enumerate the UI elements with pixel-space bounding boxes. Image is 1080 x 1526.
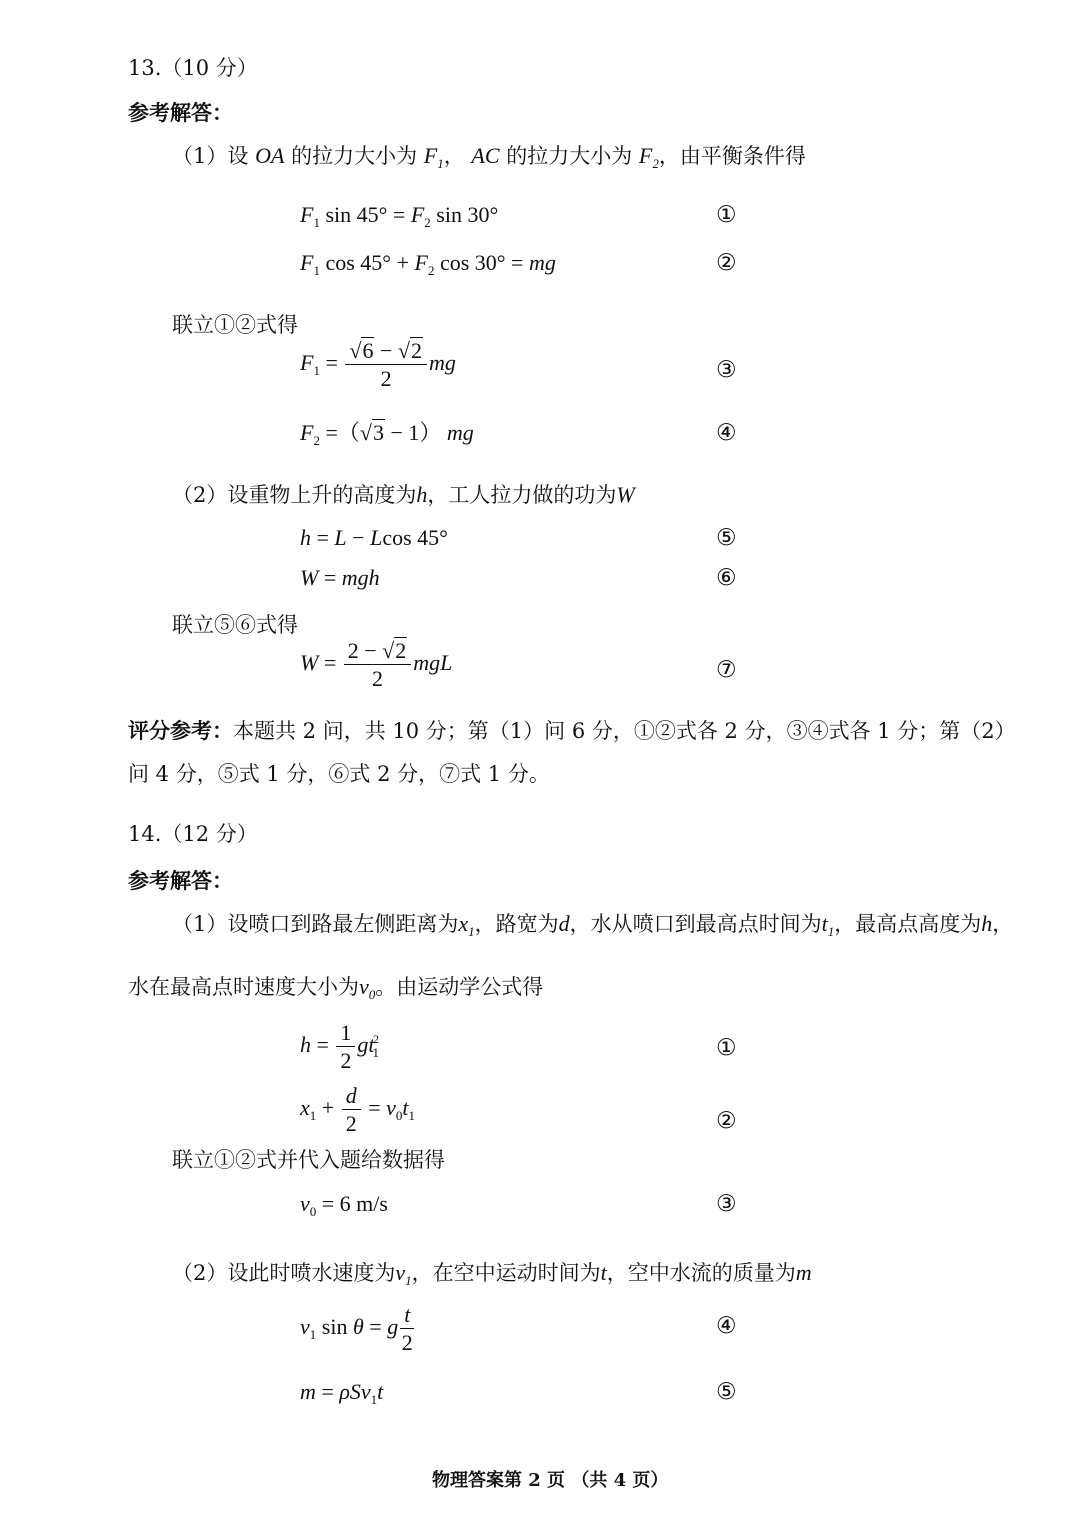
q14-eq5-tag: ⑤	[716, 1379, 737, 1405]
q14-eq5: m = ρSv$_1$t	[300, 1379, 384, 1407]
q13-eq4: $F_2 =(√3 - 1)$ mg	[300, 420, 474, 448]
q14-eq3-tag: ③	[716, 1191, 737, 1217]
q13-combine12: 联立①②式得	[172, 313, 298, 337]
q14-eq4: $v_1$ sin θ = g $\frac{t}{2}$	[300, 1302, 413, 1355]
q13-eq1: $F_1$ $\sin 45^\circ = F_2$ sin 30°	[300, 202, 499, 230]
q13-eq3: $F_1$ = $\frac{√6 - √2}{2}$ mg	[300, 338, 456, 391]
score-label: 评分参考：	[128, 718, 233, 743]
q14-ref-label: 参考解答：	[128, 868, 233, 893]
q13-eq3-tag: ③	[716, 357, 737, 383]
q14-part1-line2: 水在最高点时速度大小为$v_0$。由运动学公式得	[128, 974, 544, 1002]
q13-eq7: W = $\frac{2 - √2}{2}$ mgL	[300, 638, 453, 691]
q14-eq2-tag: ②	[716, 1108, 737, 1134]
q14-part2-intro: （2）设此时喷水速度为$v_1$，在空中运动时间为t，空中水流的质量为m	[172, 1260, 812, 1288]
q14-eq2: $x_1$ + $\frac{d}{2}$ = $v_0t_1$	[300, 1083, 415, 1136]
q13-eq2: $F_1$ $\cos 45^\circ + F_2$ cos 30° = mg	[300, 250, 556, 278]
q13-part1-intro: （1）设 OA 的拉力大小为 $F_1$， AC 的拉力大小为 $F_2$，由平衡条件得	[172, 143, 806, 171]
q14-eq4-tag: ④	[716, 1313, 737, 1339]
q13-ref-label: 参考解答：	[128, 100, 233, 125]
q13-eq5: h = L − Lcos 45°	[300, 525, 448, 550]
q13-eq4-tag: ④	[716, 420, 737, 446]
q14-combine: 联立①②式并代入题给数据得	[172, 1148, 445, 1172]
q13-combine56: 联立⑤⑥式得	[172, 613, 298, 637]
q13-eq1-tag: ①	[716, 202, 737, 228]
q13-score-line1: 评分参考：本题共 2 问，共 10 分；第（1）问 6 分，①②式各 2 分，③④式各 1 分；第（2）	[128, 718, 1016, 743]
q14-heading: 14.（12 分）	[128, 822, 258, 846]
q14-eq1-tag: ①	[716, 1035, 737, 1061]
q13-part2-intro: （2）设重物上升的高度为h，工人拉力做的功为W	[172, 482, 635, 507]
q13-eq6-tag: ⑥	[716, 565, 737, 591]
q13-eq2-tag: ②	[716, 250, 737, 276]
q13-score-line2: 问 4 分，⑤式 1 分，⑥式 2 分，⑦式 1 分。	[128, 762, 550, 786]
q13-eq5-tag: ⑤	[716, 525, 737, 551]
q14-eq1: h = $\frac{1}{2}$ $gt_1^2$	[300, 1020, 380, 1073]
q13-heading: 13.（10 分）	[128, 56, 258, 80]
q14-part1-line1: （1）设喷口到路最左侧距离为$x_1$，路宽为d，水从喷口到最高点时间为$t_1$，最高点高度为h，	[172, 911, 1014, 939]
page-footer: 物理答案第 2 页 （共 4 页）	[432, 1470, 669, 1491]
q13-eq6: W = mgh	[300, 565, 380, 590]
q14-eq3: $v_0 = 6$ m/s	[300, 1191, 388, 1219]
q13-eq7-tag: ⑦	[716, 657, 737, 683]
